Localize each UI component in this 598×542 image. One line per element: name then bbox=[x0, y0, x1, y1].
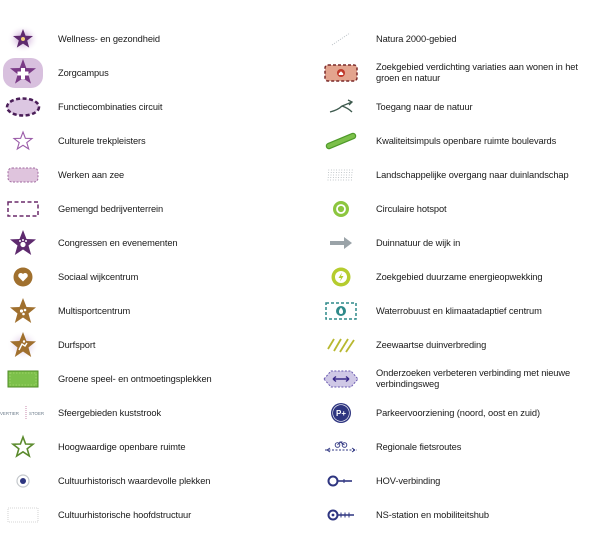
green-outline-star-icon bbox=[0, 430, 46, 464]
legend-item bbox=[318, 430, 598, 464]
legend-item bbox=[318, 158, 598, 192]
legend-label: Gemengd bedrijventerrein bbox=[58, 203, 164, 214]
legend-label: Multisportcentrum bbox=[58, 305, 131, 316]
legend-label: Sociaal wijkcentrum bbox=[58, 271, 139, 282]
legend-item bbox=[0, 90, 300, 124]
legend-label: HOV-verbinding bbox=[376, 475, 441, 486]
legend-label: Congressen en evenementen bbox=[58, 237, 178, 248]
zorgcampus-star-icon bbox=[0, 56, 46, 90]
legend-label: Zeewaartse duinverbreding bbox=[376, 339, 487, 350]
dashed-ellipse-icon bbox=[0, 90, 46, 124]
arrow-right-icon bbox=[318, 226, 364, 260]
stoer-text: STOER bbox=[29, 411, 45, 416]
ns-station-icon bbox=[318, 498, 364, 532]
legend-item bbox=[0, 260, 300, 294]
legend-right-column bbox=[318, 22, 598, 532]
energy-circle-icon bbox=[318, 260, 364, 294]
legend-label: Circulaire hotspot bbox=[376, 203, 447, 214]
legend-label: Kwaliteitsimpuls openbare ruimte boulevards bbox=[376, 135, 557, 146]
legend-label: Landschappelijke overgang naar duinlandschap bbox=[376, 169, 569, 180]
legend-item bbox=[0, 226, 300, 260]
legend-label: Groene speel- en ontmoetingsplekken bbox=[58, 373, 212, 384]
congress-star-icon bbox=[0, 226, 46, 260]
legend-label: Durfsport bbox=[58, 339, 96, 350]
vertier-stoer-icon bbox=[0, 396, 46, 430]
legend-item bbox=[318, 260, 598, 294]
legend-label: NS-station en mobiliteitshub bbox=[376, 509, 489, 520]
legend-label: Natura 2000-gebied bbox=[376, 33, 457, 44]
legend-item bbox=[318, 294, 598, 328]
durfsport-star-icon bbox=[0, 328, 46, 362]
legend-label: Culturele trekpleisters bbox=[58, 135, 146, 146]
legend-item bbox=[318, 498, 598, 532]
dot-circle-icon bbox=[0, 464, 46, 498]
legend-label: Waterrobuust en klimaatadaptief centrum bbox=[376, 305, 542, 316]
legend-item bbox=[0, 464, 300, 498]
legend-label: Wellness- en gezondheid bbox=[58, 33, 160, 44]
arrows-hexagon-icon bbox=[318, 362, 364, 396]
multisport-star-icon bbox=[0, 294, 46, 328]
parking-text: P+ bbox=[335, 409, 347, 418]
legend-item bbox=[318, 56, 598, 90]
legend-item bbox=[318, 396, 598, 430]
dashed-rectangle-outline-icon bbox=[0, 192, 46, 226]
legend-label: Hoogwaardige openbare ruimte bbox=[58, 441, 186, 452]
legend-item bbox=[0, 158, 300, 192]
green-bar-icon bbox=[318, 124, 364, 158]
wellness-star-icon bbox=[0, 22, 46, 56]
dotted-transition-icon bbox=[318, 158, 364, 192]
legend-label: Zorgcampus bbox=[58, 67, 109, 78]
legend-label: Cultuurhistorisch waardevolle plekken bbox=[58, 475, 211, 486]
legend-item bbox=[0, 56, 300, 90]
parking-circle-icon bbox=[318, 396, 364, 430]
legend-item bbox=[0, 192, 300, 226]
legend-label: Duinnatuur de wijk in bbox=[376, 237, 461, 248]
legend-label: Functiecombinaties circuit bbox=[58, 101, 163, 112]
legend-item bbox=[0, 294, 300, 328]
hov-icon bbox=[318, 464, 364, 498]
legend-label: Regionale fietsroutes bbox=[376, 441, 462, 452]
legend-item bbox=[0, 430, 300, 464]
heart-circle-icon bbox=[0, 260, 46, 294]
legend-left-column bbox=[0, 22, 300, 532]
diagonal-hatch-icon bbox=[318, 328, 364, 362]
legend-item bbox=[318, 328, 598, 362]
legend-item bbox=[318, 124, 598, 158]
legend-item bbox=[0, 396, 300, 430]
house-dashed-rectangle-icon bbox=[318, 56, 364, 90]
bike-route-icon bbox=[318, 430, 364, 464]
legend-item bbox=[0, 124, 300, 158]
legend-item bbox=[0, 328, 300, 362]
legend-label: Onderzoeken verbeteren verbinding met nieuwe verbindingsweg bbox=[376, 368, 571, 389]
outline-star-icon bbox=[0, 124, 46, 158]
pink-dashed-rectangle-icon bbox=[0, 158, 46, 192]
vertier-text: VERTIER bbox=[0, 411, 19, 416]
legend-label: Sfeergebieden kuststrook bbox=[58, 407, 162, 418]
hatch-line-icon bbox=[318, 22, 364, 56]
legend-item bbox=[0, 362, 300, 396]
legend-label: Parkeervoorziening (noord, oost en zuid) bbox=[376, 407, 540, 418]
water-drop-icon bbox=[318, 294, 364, 328]
green-ring-icon bbox=[318, 192, 364, 226]
legend-label: Toegang naar de natuur bbox=[376, 101, 473, 112]
legend-item bbox=[318, 192, 598, 226]
legend-label: Werken aan zee bbox=[58, 169, 125, 180]
branch-arrow-icon bbox=[318, 90, 364, 124]
legend-item bbox=[318, 22, 598, 56]
legend-item bbox=[0, 22, 300, 56]
legend-label: Cultuurhistorische hoofdstructuur bbox=[58, 509, 192, 520]
dotted-rectangle-icon bbox=[0, 498, 46, 532]
legend-item bbox=[318, 464, 598, 498]
legend-item bbox=[318, 362, 598, 396]
green-rectangle-icon bbox=[0, 362, 46, 396]
legend-label: Zoekgebied duurzame energieopwekking bbox=[376, 271, 543, 282]
legend-item bbox=[318, 226, 598, 260]
legend-item bbox=[318, 90, 598, 124]
legend-item bbox=[0, 498, 300, 532]
legend-label: Zoekgebied verdichting variaties aan wonen in het groen en natuur bbox=[376, 62, 578, 83]
